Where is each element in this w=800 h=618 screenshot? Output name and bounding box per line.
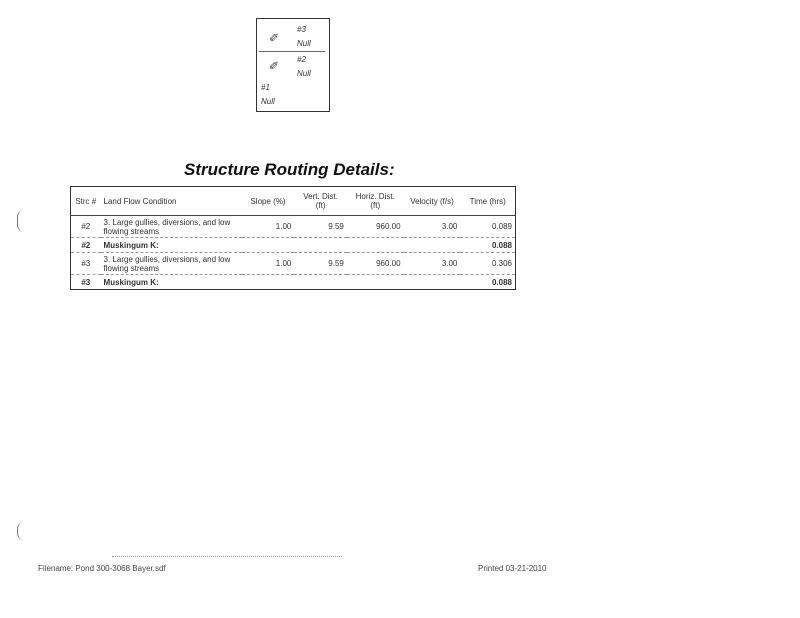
row-horiz-dist: 960.00 xyxy=(347,253,404,275)
margin-bracket-top xyxy=(17,210,25,232)
header-slope: Slope (%) xyxy=(242,187,295,216)
structure-2-icon: ✐ xyxy=(269,59,280,73)
row-struct: #2 xyxy=(71,216,101,238)
row-slope: 1.00 xyxy=(242,216,295,238)
row-struct: #3 xyxy=(71,253,101,275)
row-condition: 3. Large gullies, diversions, and low flowing streams xyxy=(101,216,242,238)
footer-filename: Filename: Pond 300-3068 Bayer.sdf xyxy=(38,564,166,573)
row-velocity: 3.00 xyxy=(404,216,461,238)
footer-printed-date: Printed 03-21-2010 xyxy=(478,564,547,573)
row-condition: 3. Large gullies, diversions, and low flowing streams xyxy=(101,253,242,275)
structure-1-sublabel: Null xyxy=(261,97,275,106)
row-velocity: 3.00 xyxy=(404,253,461,275)
structure-3-icon: ✐ xyxy=(269,31,280,45)
structure-diagram xyxy=(256,18,330,112)
row-slope: 1.00 xyxy=(242,253,295,275)
row-time: 0.306 xyxy=(460,253,515,275)
header-velocity: Velocity (f/s) xyxy=(404,187,461,216)
margin-bracket-bottom xyxy=(17,522,25,540)
routing-table xyxy=(70,186,516,290)
header-horiz-dist: Horiz. Dist. (ft) xyxy=(347,187,404,216)
table-row xyxy=(71,216,516,238)
diagram-divider xyxy=(259,51,325,52)
header-condition: Land Flow Condition xyxy=(101,187,242,216)
muskingum-label: Muskingum K: xyxy=(103,277,159,287)
muskingum-row xyxy=(71,238,516,253)
row-horiz-dist: 960.00 xyxy=(347,216,404,238)
structure-2-sublabel: Null xyxy=(297,69,311,78)
structure-3-label: #3 xyxy=(297,25,306,34)
table-header-row xyxy=(71,187,516,216)
row-struct: #2 xyxy=(71,238,101,253)
structure-3-sublabel: Null xyxy=(297,39,311,48)
header-vert-dist: Vert. Dist. (ft) xyxy=(294,187,347,216)
row-vert-dist: 9.59 xyxy=(294,253,347,275)
footer-divider xyxy=(112,556,342,557)
table-row xyxy=(71,253,516,275)
row-vert-dist: 9.59 xyxy=(294,216,347,238)
row-time: 0.089 xyxy=(460,216,515,238)
muskingum-value: 0.088 xyxy=(491,277,512,287)
structure-2-label: #2 xyxy=(297,55,306,64)
muskingum-row xyxy=(71,275,516,290)
row-struct: #3 xyxy=(81,277,91,287)
muskingum-label: Muskingum K: xyxy=(101,238,461,253)
header-time: Time (hrs) xyxy=(460,187,515,216)
header-struct: Strc # xyxy=(71,187,101,216)
page-title: Structure Routing Details: xyxy=(184,160,395,179)
muskingum-value: 0.088 xyxy=(460,238,515,253)
structure-1-label: #1 xyxy=(261,83,270,92)
